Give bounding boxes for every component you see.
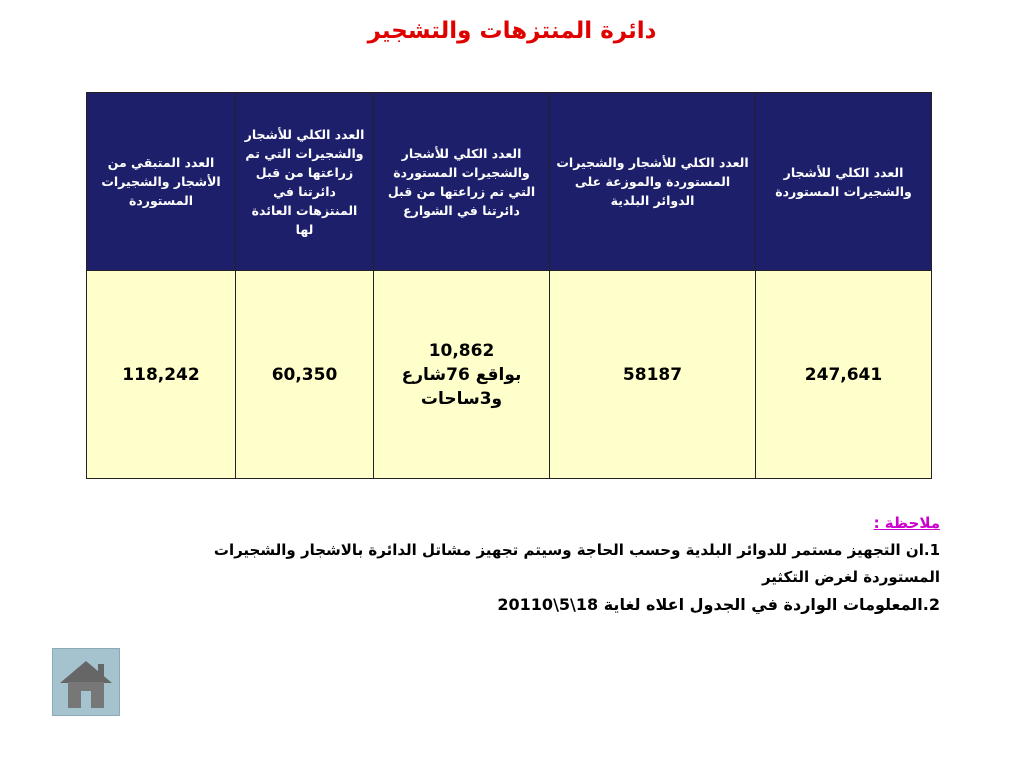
- header-total-imported: العدد الكلي للأشجار والشجيرات المستوردة: [756, 93, 932, 271]
- value-remaining: 118,242: [87, 271, 236, 479]
- streets-count-text: بواقع 76شارع: [401, 364, 522, 385]
- header-planted-parks: العدد الكلي للأشجار والشجيرات التي تم زراعتها من قبل دائرتنا في المنتزهات العائدة لها: [236, 93, 374, 271]
- statistics-table: [86, 92, 932, 479]
- header-distributed-municipal: العدد الكلي للأشجار والشجيرات المستوردة والموزعة على الدوائر البلدية: [550, 93, 756, 271]
- header-remaining: العدد المتبقي من الأشجار والشجيرات المستوردة: [87, 93, 236, 271]
- table-header-row: [87, 93, 932, 271]
- page-title: دائرة المنتزهات والتشجير: [367, 18, 657, 44]
- table-row: [87, 271, 932, 479]
- value-total-imported: 247,641: [756, 271, 932, 479]
- notes-section: [190, 510, 940, 618]
- cell-planted-streets: [374, 271, 550, 479]
- notes-heading: ملاحظة :: [873, 514, 940, 532]
- value-distributed-municipal: 58187: [550, 271, 756, 479]
- note-item-1: 1.ان التجهيز مستمر للدوائر البلدية وحسب الحاجة وسيتم تجهيز مشاتل الدائرة بالاشجار والشجيرات المستوردة لغرض التكثير: [213, 541, 940, 586]
- value-planted-parks: 60,350: [236, 271, 374, 479]
- home-button[interactable]: [52, 648, 120, 716]
- header-planted-streets: العدد الكلي للأشجار والشجيرات المستوردة التي تم زراعتها من قبل دائرتنا في الشوارع: [374, 93, 550, 271]
- value-planted-streets: 10,862: [428, 340, 495, 361]
- squares-count-text: و3ساحات: [420, 388, 503, 409]
- note-item-2: 2.المعلومات الواردة في الجدول اعلاه لغاية 18\5\20110: [497, 595, 940, 614]
- home-icon: [53, 649, 119, 715]
